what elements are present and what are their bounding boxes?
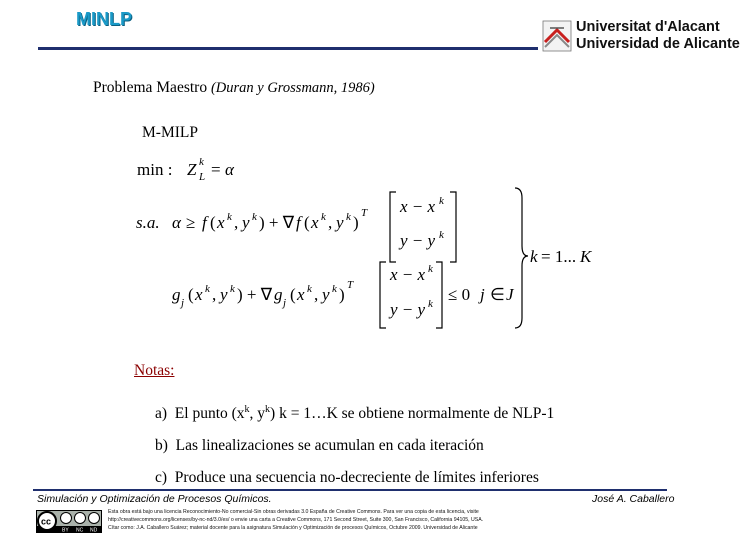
svg-text:y: y [322,285,330,304]
note-b-marker: b) [155,437,168,454]
svg-text:): ) [339,285,345,304]
svg-text:k: k [346,211,351,223]
svg-text:ND: ND [90,527,98,534]
svg-text:k: k [307,283,312,295]
creative-commons-badge-icon [36,510,102,533]
svg-text:= 1...: = 1... [541,247,577,266]
svg-text:k: k [252,211,257,223]
svg-text:g: g [172,285,181,304]
footer-divider [33,489,667,491]
svg-text:j: j [283,297,287,309]
logo-line-2: Universidad de Alicante [576,36,740,52]
note-c-marker: c) [155,469,168,486]
svg-text:) + ∇: ) + ∇ [237,285,273,304]
svg-text:k: k [321,211,326,223]
license-line-1: Esta obra está bajo una licencia Reconocimiento-No comercial-Sin obras derivadas 3.0 España de Creative Commons. Para ver una copia de esta licencia, visite [108,509,479,515]
svg-text:x − x: x − x [400,197,436,216]
svg-text:k: k [227,211,232,223]
svg-text:L: L [199,171,206,183]
svg-text:x: x [311,213,319,232]
svg-text:j: j [181,297,185,309]
note-b [155,437,484,455]
svg-text:x: x [195,285,203,304]
note-a-text: El punto ($x^k$, $y^k$) k = 1…K se obtiene normalmente de NLP-1 [174,404,555,423]
formula-range [530,247,593,266]
svg-text:=: = [211,160,221,179]
note-b-text: Las linealizaciones se acumulan en cada iteración [175,437,484,454]
logo-line-1: Universitat d'Alacant [576,19,720,35]
university-logo [540,18,740,54]
svg-text:s.a.: s.a. [136,213,160,232]
svg-text:y: y [220,285,228,304]
formula-constraint-2 [172,262,515,328]
svg-text:(: ( [304,213,310,232]
svg-text:T: T [347,279,354,291]
svg-text:,: , [212,285,217,304]
formula-brace [515,188,528,328]
subtitle-main: Problema Maestro [93,79,208,96]
svg-text:K: K [580,247,592,266]
svg-text:k: k [332,283,337,295]
header-divider [38,47,538,50]
svg-text:,: , [314,285,319,304]
svg-text:α: α [172,213,181,232]
svg-text:T: T [361,207,368,219]
svg-text:f: f [202,213,207,232]
slide-title: MINLP [76,9,132,29]
svg-text:,: , [234,213,239,232]
svg-text:g: g [274,285,283,304]
note-c-text: Produce una secuencia no-decreciente de límites inferiores [174,469,539,486]
svg-text:k: k [428,298,433,310]
svg-text:) + ∇: ) + ∇ [259,213,295,232]
svg-text:(: ( [210,213,216,232]
svg-text:BY: BY [62,527,69,534]
svg-text:x: x [217,213,225,232]
note-c [155,469,539,487]
svg-text:,: , [328,213,333,232]
footer-course: Simulación y Optimización de Procesos Químicos. [37,493,272,505]
footer-author: José A. Caballero [592,493,675,505]
svg-text:x − x: x − x [390,265,426,284]
svg-text:∈: ∈ [490,285,505,304]
svg-text:): ) [353,213,359,232]
svg-text:y: y [336,213,344,232]
university-emblem-icon [542,20,572,52]
formula-min-label: min : [137,160,173,179]
license-text [108,508,483,532]
subtitle-reference: (Duran y Grossmann, 1986) [210,80,375,96]
svg-text:(: ( [290,285,296,304]
svg-text:j: j [480,285,485,304]
notes-label: Notas: [134,362,175,379]
svg-text:y: y [242,213,250,232]
svg-text:α: α [225,160,234,179]
note-a [155,404,554,423]
license-line-3: Cítar como: J.A. Caballero Suárez; material docente para la asignatura Simulación y Optimización de procesos Químicos, Octubre 2009. Universidad de Alicante [108,525,478,531]
svg-text:cc: cc [41,516,52,527]
svg-text:≥: ≥ [186,213,196,232]
svg-text:x: x [297,285,305,304]
svg-text:y − y: y − y [400,231,436,250]
svg-text:NC: NC [76,527,84,534]
svg-text:≤ 0: ≤ 0 [448,285,471,304]
svg-text:k: k [439,229,444,241]
svg-text:Z: Z [187,160,197,179]
svg-text:k: k [530,247,538,266]
formula-constraint-1 [136,192,456,262]
svg-text:J: J [506,285,514,304]
milp-label: M-MILP [142,124,198,141]
svg-text:k: k [199,156,204,168]
svg-text:k: k [205,283,210,295]
license-line-2: http://creativecommons.org/licenses/by-nc-nd/3.0/es/ o envie una carta a Creative Commons, 171 Second Street, Suite 300, San Francisco, California 94105, USA. [108,517,484,523]
svg-text:f: f [296,213,301,232]
svg-text:y − y: y − y [390,300,426,319]
milp-formulation [132,150,602,330]
section-subtitle [93,79,375,97]
svg-text:k: k [439,195,444,207]
svg-text:(: ( [188,285,194,304]
svg-text:k: k [428,263,433,275]
note-a-marker: a) [155,405,168,423]
formula-objective [187,156,235,183]
svg-text:k: k [230,283,235,295]
